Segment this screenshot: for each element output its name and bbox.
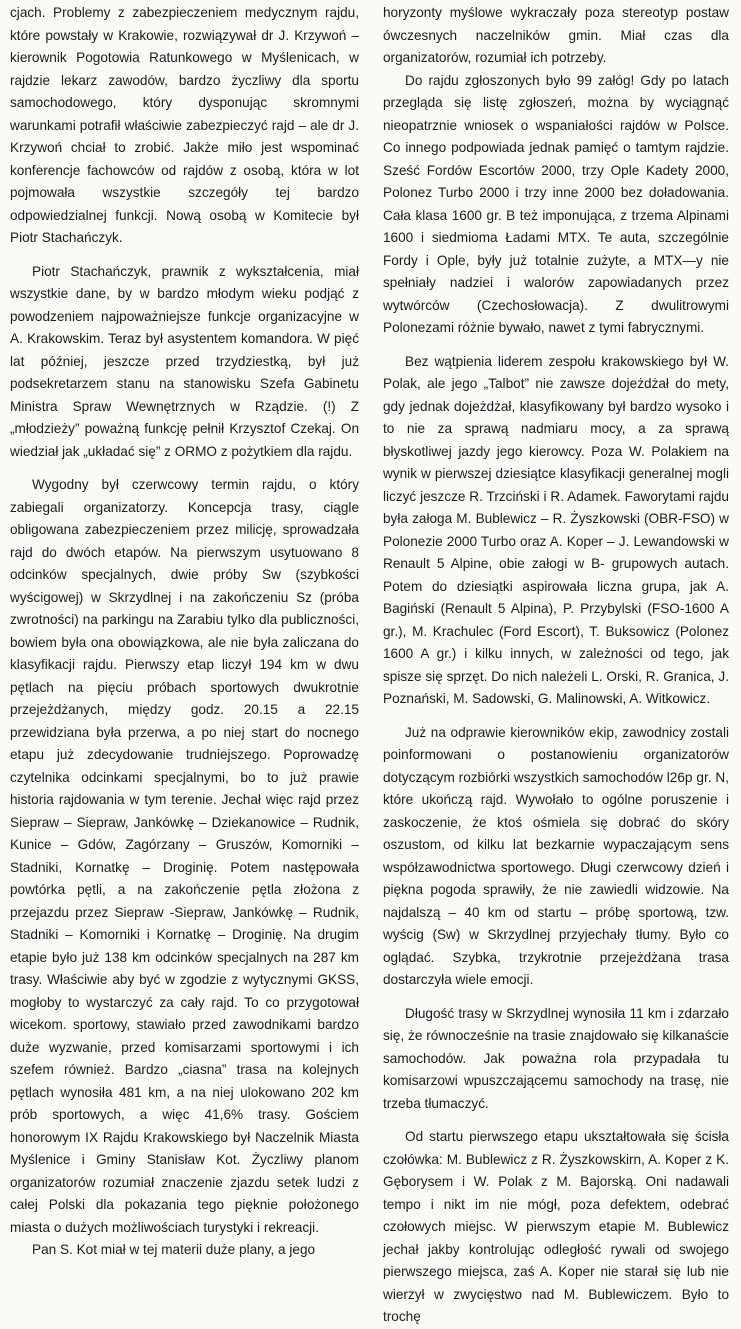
paragraph-odprawa: Już na odprawie kierowników ekip, zawodnicy zostali poinformowani o postanowieniu organizatorów dotyczącym rozbiórki wszystkich samochodów l26p gr. N, które ukończą rajd. Wywołało to ogólne poruszenie i zaskoczenie, że ktoś ośmiela się dobrać do skóry oszustom, od kilku lat bezkarnie wypaczającym sens współzawodnictwa sportowego. Długi czerwcowy dzień i piękna pogoda sprawiły, że nie zawiedli widzowie. Na najdalszą – 40 km od startu – próbę sportową, tzw. wyścig (Sw) w Skrzydlnej przyjechały tłumy. Było co oglądać. Szybka, trzykrotnie przejeżdżana trasa dostarczyła wiele emocji. [383, 724, 729, 987]
left-column [6, 2, 365, 1257]
paragraph-termin-rajdu: Wygodny był czerwcowy termin rajdu, o który zabiegali organizatorzy. Koncepcja trasy, ciągle obligowana zabezpieczeniem przez milicję, sprowadzała rajd do dwóch etapów. Na pierwszym usytuowano 8 odcinków specjalnych, dwie próby Sw (szybkości wyścigowej) w Skrzydlnej i na zakończeniu Sz (próba zwrotności) na parkingu na Zarabiu tylko dla publiczności, bowiem była ona obowiązkowa, ale nie była zaliczana do klasyfikacji rajdu. Pierwszy etap liczył 194 km w dwu pętlach na pięciu próbach sportowych dwukrotnie przejeżdżanych, między godz. 20.15 a 22.15 przewidziana była przerwa, a po niej start do nocnego etapu już zdecydowanie trudniejszego. Poprowadzę czytelnika odcinkami specjalnymi, bo to już prawie historia rajdowania w tym terenie. Jechał więc rajd przez Siepraw – Siepraw, Jankówkę – Dziekanowice – Rudnik, Kunice – Gdów, Zagórzany – Gruszów, Komorniki – Stadniki, Kornatkę – Droginię. Potem następowała powtórka pętli, a na zakończenie pętla złożona z przejazdu przez Siepraw -Siepraw, Jankówkę – Rudnik, Stadniki – Komorniki i Kornatkę – Droginię. Na drugim etapie było już 138 km odcinków specjalnych na 287 km trasy. Właściwie aby być w zgodzie z wytycznymi GKSS, mogłoby to wystarczyć za cały rajd. To co przygotował wicekom. sportowy, stawiało przed zawodnikami bardzo duże wyzwanie, przed komisarzami sportowymi i ich szefem również. Bardzo „ciasna” trasa na kolejnych pętlach wynosiła 481 km, a na niej ulokowano 202 km prób sportowych, a więc 41,6% trasy. Gościem honorowym IX Rajdu Krakowskiego był Naczelnik Miasta Myślenice i Gminy Stanisław Kot. Życzliwy planom organizatorów rozumiał znaczenie zjazdu setek ludzi z całej Polski dla pokazania tego pięknie położonego miasta o dużych możliwościach turystyki i rekreacji. [10, 477, 359, 1235]
paragraph-horyzonty: horyzonty myślowe wykraczały poza stereotyp postaw ówczesnych naczelników gmin. Miał czas dla organizatorów, rozumiał ich potrzeby. [383, 5, 729, 65]
paragraph-pan-kot: Pan S. Kot miał w tej materii duże plany, a jego [32, 1242, 316, 1257]
right-column [373, 2, 731, 1324]
paragraph-piotr-stachanczyk: Piotr Stachańczyk, prawnik z wykształcenia, miał wszystkie dane, by w bardzo młodym wieku podjąć z powodzeniem najpoważniejsze funkcje organizacyjne w A. Krakowskim. Teraz był asystentem komandora. W pięć lat później, jeszcze przed trzydziestką, był już podsekretarzem stanu na stanowisku Szefa Gabinetu Ministra Spraw Wewnętrznych w Rządzie. (!) Z „młodzieży” poważną funkcję pełnił Krzysztof Czekaj. On wiedział jak „układać się” z ORMO z pożytkiem dla rajdu. [10, 263, 359, 459]
paragraph-lider-polak: Bez wątpienia liderem zespołu krakowskiego był W. Polak, ale jego „Talbot” nie zawsze dojeżdżał do mety, gdy jednak dojeżdżał, klasyfikowany był bardzo wysoko i to nie za sprawą nadmiaru mocy, a za sprawą błyskotliwej jazdy jego kierowcy. Poza W. Polakiem na wynik w pierwszej dziesiątce klasyfikacji generalnej mogli liczyć jeszcze R. Trzciński i R. Adamek. Faworytami rajdu była załoga M. Bublewicz – R. Żyszkowski (OBR-FSO) w Polonezie 2000 Turbo oraz A. Koper – J. Lewandowski w Renault 5 Alpine, obie załogi w B- grupowych autach. Potem do dziesiątki aspirowała liczna grupa, jak A. Bagiński (Renault 5 Alpina), P. Przybylski (FSO-1600 A gr.), M. Krachulec (Ford Escort), T. Buksowicz (Polonez 1600 A gr.) i kilku innych, w zależności od tego, jak spisze się sprzęt. Do nich należeli L. Orski, R. Granica, J. Poznański, M. Sadowski, G. Malinowski, A. Witkowicz. [383, 353, 729, 706]
paragraph-problemy-medyczne: cjach. Problemy z zabezpieczeniem medycznym rajdu, które powstały w Krakowie, rozwiązywał dr J. Krzywoń – kierownik Pogotowia Ratunkowego w Myślenicach, w rajdzie lekarz zawodów, bardzo życzliwy dla sportu samochodowego, który dysponując skromnymi warunkami potrafił właściwie zabezpieczyć rajd – ale dr J. Krzywoń chciał to zrobić. Jakże miło jest wspominać konferencje fachowców od rajdów z osobą, która w lot pojmowała wszystkie szczegóły tej bardzo odpowiedzialnej funkcji. Nową osobą w Komitecie był Piotr Stachańczyk. [10, 5, 359, 245]
paragraph-skrzydlna: Długość trasy w Skrzydlnej wynosiła 11 km i zdarzało się, że równocześnie na trasie znajdowało się kilkanaście samochodów. Jak poważna rola przypadała tu komisarzowi wpuszczającemu samochody na trasę, nie trzeba tłumaczyć. [383, 1005, 729, 1111]
paragraph-zgloszenia: Do rajdu zgłoszonych było 99 załóg! Gdy po latach przegląda się listę zgłoszeń, można by wyciągnąć nieopatrznie wniosek o wspaniałości rajdów w Polsce. Co innego podpowiada jednak pamięć o tamtym rajdzie. Sześć Fordów Escortów 2000, trzy Ople Kadety 2000, Polonez Turbo 2000 i trzy inne 2000 bez doładowania. Cała klasa 1600 gr. B też imponująca, z trzema Alpinami 1600 i siedmioma Ładami MTX. Te auta, szczególnie Fordy i Ople, były już totalnie zużyte, a MTX—y nie spełniały nadziei i walorów zapowiadanych przez wytwórców (Czechosłowacja). Z dwulitrowymi Polonezami różnie bywało, nawet z tymi fabrycznymi. [383, 72, 729, 335]
paragraph-czolowka: Od startu pierwszego etapu ukształtowała się ścisła czołówka: M. Bublewicz z R. Żyszkowskirn, A. Koper z K. Gęborysem i W. Polak z M. Bajorską. Oni nadawali tempo i nikt im nie mógł, poza defektem, odebrać czołowych miejsc. W pierwszym etapie M. Bublewicz jechał jakby kontrolując odległość rywali od swojego pierwszego miejsca, zaś A. Koper nie starał się lub nie wierzył w zwycięstwo nad M. Bublewiczem. Było to trochę [383, 1129, 729, 1324]
